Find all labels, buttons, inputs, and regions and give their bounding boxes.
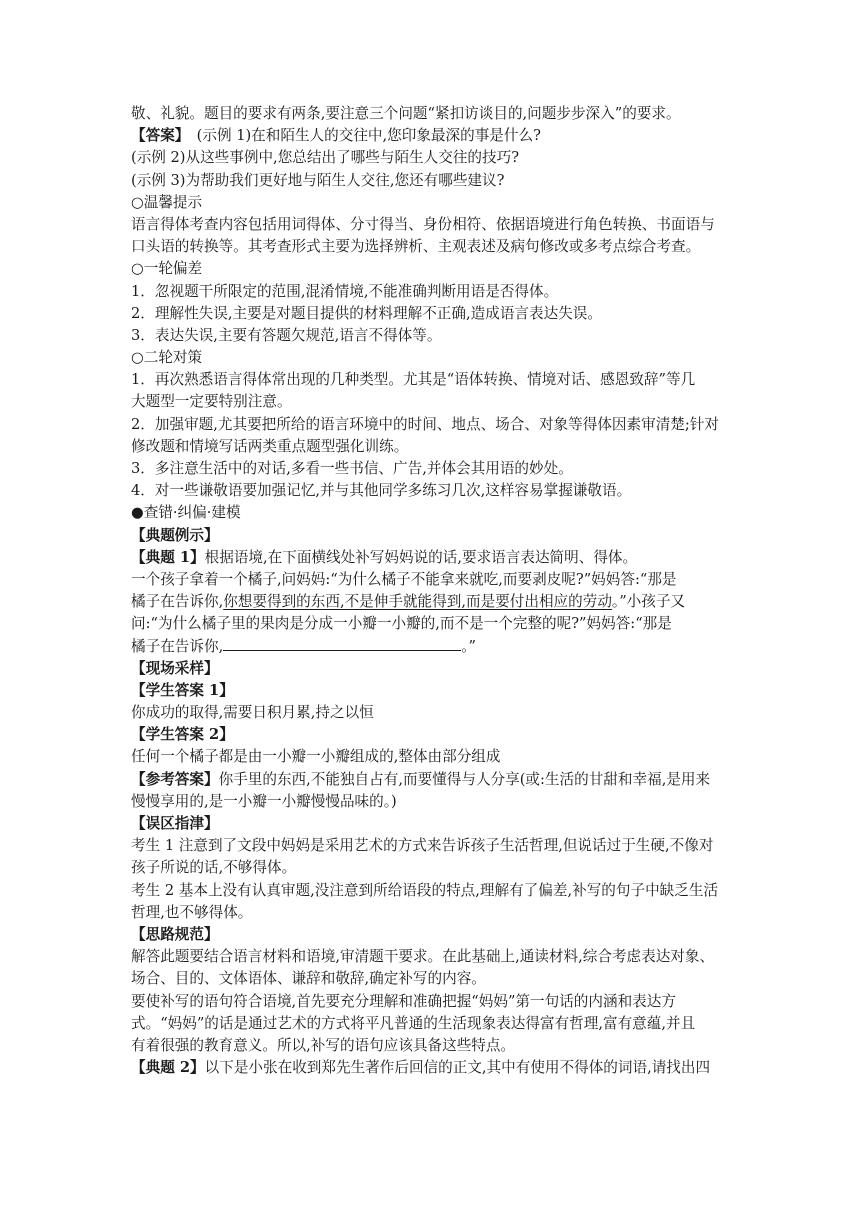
text-line: 有着很强的教育意义。所以,补写的语句应该具备这些特点。 — [131, 1036, 516, 1054]
list-item: 1．忽视题干所限定的范围,混淆情境,不能准确判断用语是否得体。 — [131, 282, 559, 300]
list-item: 3．多注意生活中的对话,多看一些书信、广告,并体会其用语的妙处。 — [131, 460, 573, 477]
text-line: 问:“为什么橘子里的果肉是分成一小瓣一小瓣的,而不是一个完整的呢?”妈妈答:“那是 — [131, 615, 672, 633]
heading-approach: 【思路规范】 — [131, 925, 219, 943]
text-line: 考生 2 基本上没有认真审题,没注意到所给语段的特点,理解有了偏差,补写的句子中缺乏生活 — [131, 881, 719, 899]
section-heading-round1: ○一轮偏差 — [131, 260, 203, 278]
answer-line — [131, 125, 733, 147]
text-line: 敬、礼貌。题目的要求有两条,要注意三个问题“紧扣访谈目的,问题步步深入”的要求。 — [131, 105, 681, 122]
text-line: 考生 1 注意到了文段中妈妈是采用艺术的方式来告诉孩子生活哲理,但说话过于生硬,不像对 — [131, 837, 714, 855]
text-line: 解答此题要结合语言材料和语境,审清题干要求。在此基础上,通读材料,综合考虑表达对象、 — [131, 948, 715, 966]
text-line: 一个孩子拿着一个橘子,问妈妈:“为什么橘子不能拿来就吃,而要剥皮呢?”妈妈答:“那是 — [131, 570, 677, 588]
heading-student-answer-2: 【学生答案 2】 — [131, 726, 234, 744]
example1-line — [131, 547, 733, 569]
list-item: 3．表达失误,主要有答题欠规范,语言不得体等。 — [131, 326, 442, 344]
text-span: 。”小孩子又 — [611, 593, 686, 611]
text-line: 要使补写的语句符合语境,首先要充分理解和准确把握“妈妈”第一句话的内涵和表达方 — [131, 992, 676, 1010]
answer-tag: 【答案】 — [131, 127, 183, 145]
section-heading-round2: ○二轮对策 — [131, 349, 203, 367]
text-line: (示例 2)从这些事例中,您总结出了哪些与陌生人交往的技巧? — [131, 149, 520, 167]
reference-answer-tag: 【参考答案】 — [131, 770, 219, 788]
text-line: 哲理,也不够得体。 — [131, 903, 253, 921]
text-line: 孩子所说的话,不够得体。 — [131, 859, 297, 877]
example2-text: 以下是小张在收到郑先生著作后回信的正文,其中有使用不得体的词语,请找出四 — [204, 1059, 711, 1077]
text-line: 式。“妈妈”的话是通过艺术的方式将平凡普通的生活现象表达得富有哲理,富有意蕴,并且 — [131, 1014, 696, 1032]
heading-sampling: 【现场采样】 — [131, 659, 219, 677]
text-line: (示例 3)为帮助我们更好地与陌生人交往,您还有哪些建议? — [131, 171, 505, 189]
example1-text: 根据语境,在下面横线处补写妈妈说的话,要求语言表达简明、得体。 — [204, 548, 638, 566]
text-line: 慢慢享用的,是一小瓣一小瓣慢慢品味的。) — [131, 792, 397, 810]
list-item: 1．再次熟悉语言得体常出现的几种类型。尤其是“语体转换、情境对话、感恩致辞”等几 — [131, 371, 696, 389]
section-heading-check: ●查错·纠偏·建模 — [131, 504, 241, 522]
heading-student-answer-1: 【学生答案 1】 — [131, 681, 234, 699]
text-line: 你成功的取得,需要日积月累,持之以恒 — [131, 704, 374, 722]
text-line: 任何一个橘子都是由一小瓣一小瓣组成的,整体由部分组成 — [131, 748, 501, 766]
text-span: 橘子在告诉你, — [131, 593, 224, 611]
text-span: 。” — [461, 637, 476, 655]
reference-answer-text: 你手里的东西,不能独自占有,而要懂得与人分享(或:生活的甘甜和幸福,是用来 — [218, 770, 711, 788]
reference-answer-line — [131, 769, 733, 791]
list-item: 4．对一些谦敬语要加强记忆,并与其他同学多练习几次,这样容易掌握谦敬语。 — [131, 482, 632, 500]
text-line — [131, 636, 733, 658]
text-line: 场合、目的、文体语体、谦辞和敬辞,确定补写的内容。 — [131, 970, 486, 988]
underlined-text: 你想要得到的东西,不是伸手就能得到,而是要付出相应的劳动 — [223, 593, 612, 611]
list-item: 2．理解性失误,主要是对题目提供的材料理解不正确,造成语言表达失误。 — [131, 304, 602, 322]
fill-in-blank — [223, 636, 461, 651]
text-line: 大题型一定要特别注意。 — [131, 393, 292, 411]
heading-mistakes: 【误区指津】 — [131, 815, 219, 832]
example1-tag: 【典题 1】 — [131, 548, 205, 566]
heading-example: 【典题例示】 — [131, 526, 219, 544]
list-item: 2．加强审题,尤其要把所给的语言环境中的时间、地点、场合、对象等得体因素审清楚;针对 — [131, 415, 720, 433]
section-heading-tips: ○温馨提示 — [131, 193, 203, 211]
text-line: 语言得体考查内容包括用词得体、分寸得当、身份相符、依据语境进行角色转换、书面语与 — [131, 215, 715, 233]
text-line: 修改题和情境写话两类重点题型强化训练。 — [131, 437, 409, 455]
answer-text: (示例 1)在和陌生人的交往中,您印象最深的事是什么? — [182, 127, 541, 145]
document-page — [131, 103, 733, 1079]
text-line — [131, 591, 733, 613]
text-line: 口头语的转换等。其考查形式主要为选择辨析、主观表述及病句修改或多考点综合考查。 — [131, 238, 701, 256]
example2-line — [131, 1057, 733, 1079]
text-span: 橘子在告诉你, — [131, 637, 224, 655]
example2-tag: 【典题 2】 — [131, 1059, 205, 1077]
